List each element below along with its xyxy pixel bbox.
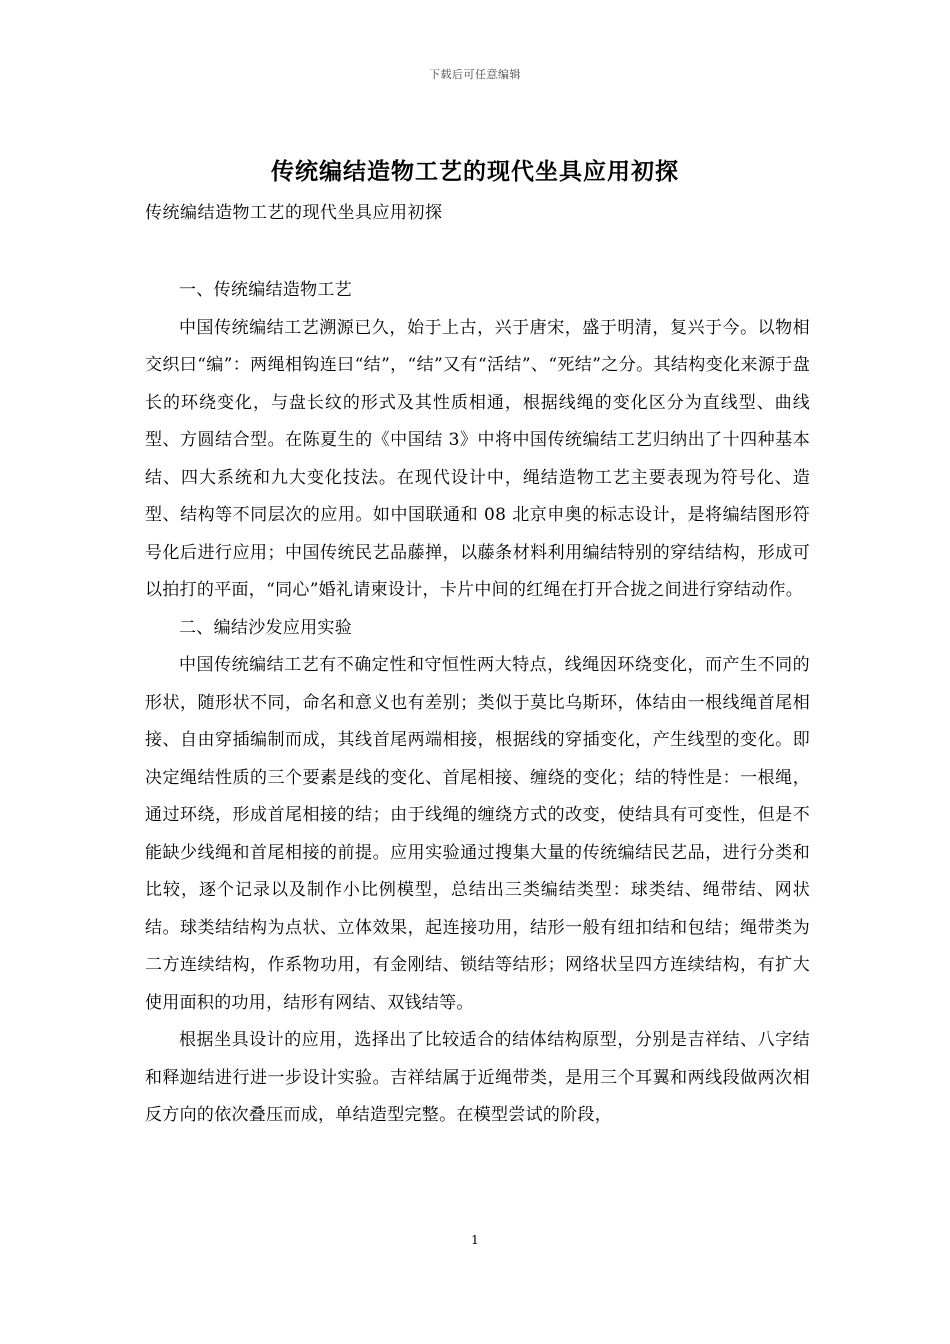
document-title: 传统编结造物工艺的现代坐具应用初探	[271, 158, 679, 185]
document-body	[145, 272, 810, 1135]
paragraph-2: 中国传统编结工艺有不确定性和守恒性两大特点，线绳因环绕变化，而产生不同的形状，随形状不同，命名和意义也有差别；类似于莫比乌斯环，体结由一根线绳首尾相接、自由穿插编制而成，其线首尾两端相接，根据线的穿插变化，产生线型的变化。即决定绳结性质的三个要素是线的变化、首尾相接、缠绕的变化；结的特性是：一根绳，通过环绕，形成首尾相接的结；由于线绳的缠绕方式的改变，使结具有可变性，但是不能缺少线绳和首尾相接的前提。应用实验通过搜集大量的传统编结民艺品，进行分类和比较，逐个记录以及制作小比例模型，总结出三类编结类型：球类结、绳带结、网状结。球类结结构为点状、立体效果，起连接功用，结形一般有纽扣结和包结；绳带类为二方连续结构，作系物功用，有金刚结、锁结等结形；网络状呈四方连续结构，有扩大使用面积的功用，结形有网结、双钱结等。	[145, 655, 810, 1013]
section-heading-2: 二、编结沙发应用实验	[179, 617, 352, 638]
section-heading-1: 一、传统编结造物工艺	[179, 280, 352, 300]
document-subtitle: 传统编结造物工艺的现代坐具应用初探	[145, 203, 443, 223]
paragraph-1: 中国传统编结工艺溯源已久，始于上古，兴于唐宋，盛于明清，复兴于今。以物相交织曰“编”：两绳相钩连曰“结”，“结”又有“活结”、“死结”之分。其结构变化来源于盘长的环绕变化，与盘长纹的形式及其性质相通，根据线绳的变化区分为直线型、曲线型、方圆结合型。在陈夏生的《中国结 3》中将中国传统编结工艺归纳出了十四种基本结、四大系统和九大变化技法。在现代设计中，绳结造物工艺主要表现为符号化、造型、结构等不同层次的应用。如中国联通和 08 北京申奥的标志设计，是将编结图形符号化后进行应用；中国传统民艺品藤掸，以藤条材料利用编结特别的穿结结构，形成可以拍打的平面，“同心”婚礼请柬设计，卡片中间的红绳在打开合拢之间进行穿结动作。	[145, 317, 810, 600]
paragraph-3: 根据坐具设计的应用，选择出了比较适合的结体结构原型，分别是吉祥结、八字结和释迦结进行进一步设计实验。吉祥结属于近绳带类，是用三个耳翼和两线段做两次相反方向的依次叠压而成，单结造型完整。在模型尝试的阶段，	[145, 1030, 810, 1125]
page-number: 1	[471, 1233, 479, 1247]
page-header-note: 下载后可任意编辑	[429, 68, 521, 81]
